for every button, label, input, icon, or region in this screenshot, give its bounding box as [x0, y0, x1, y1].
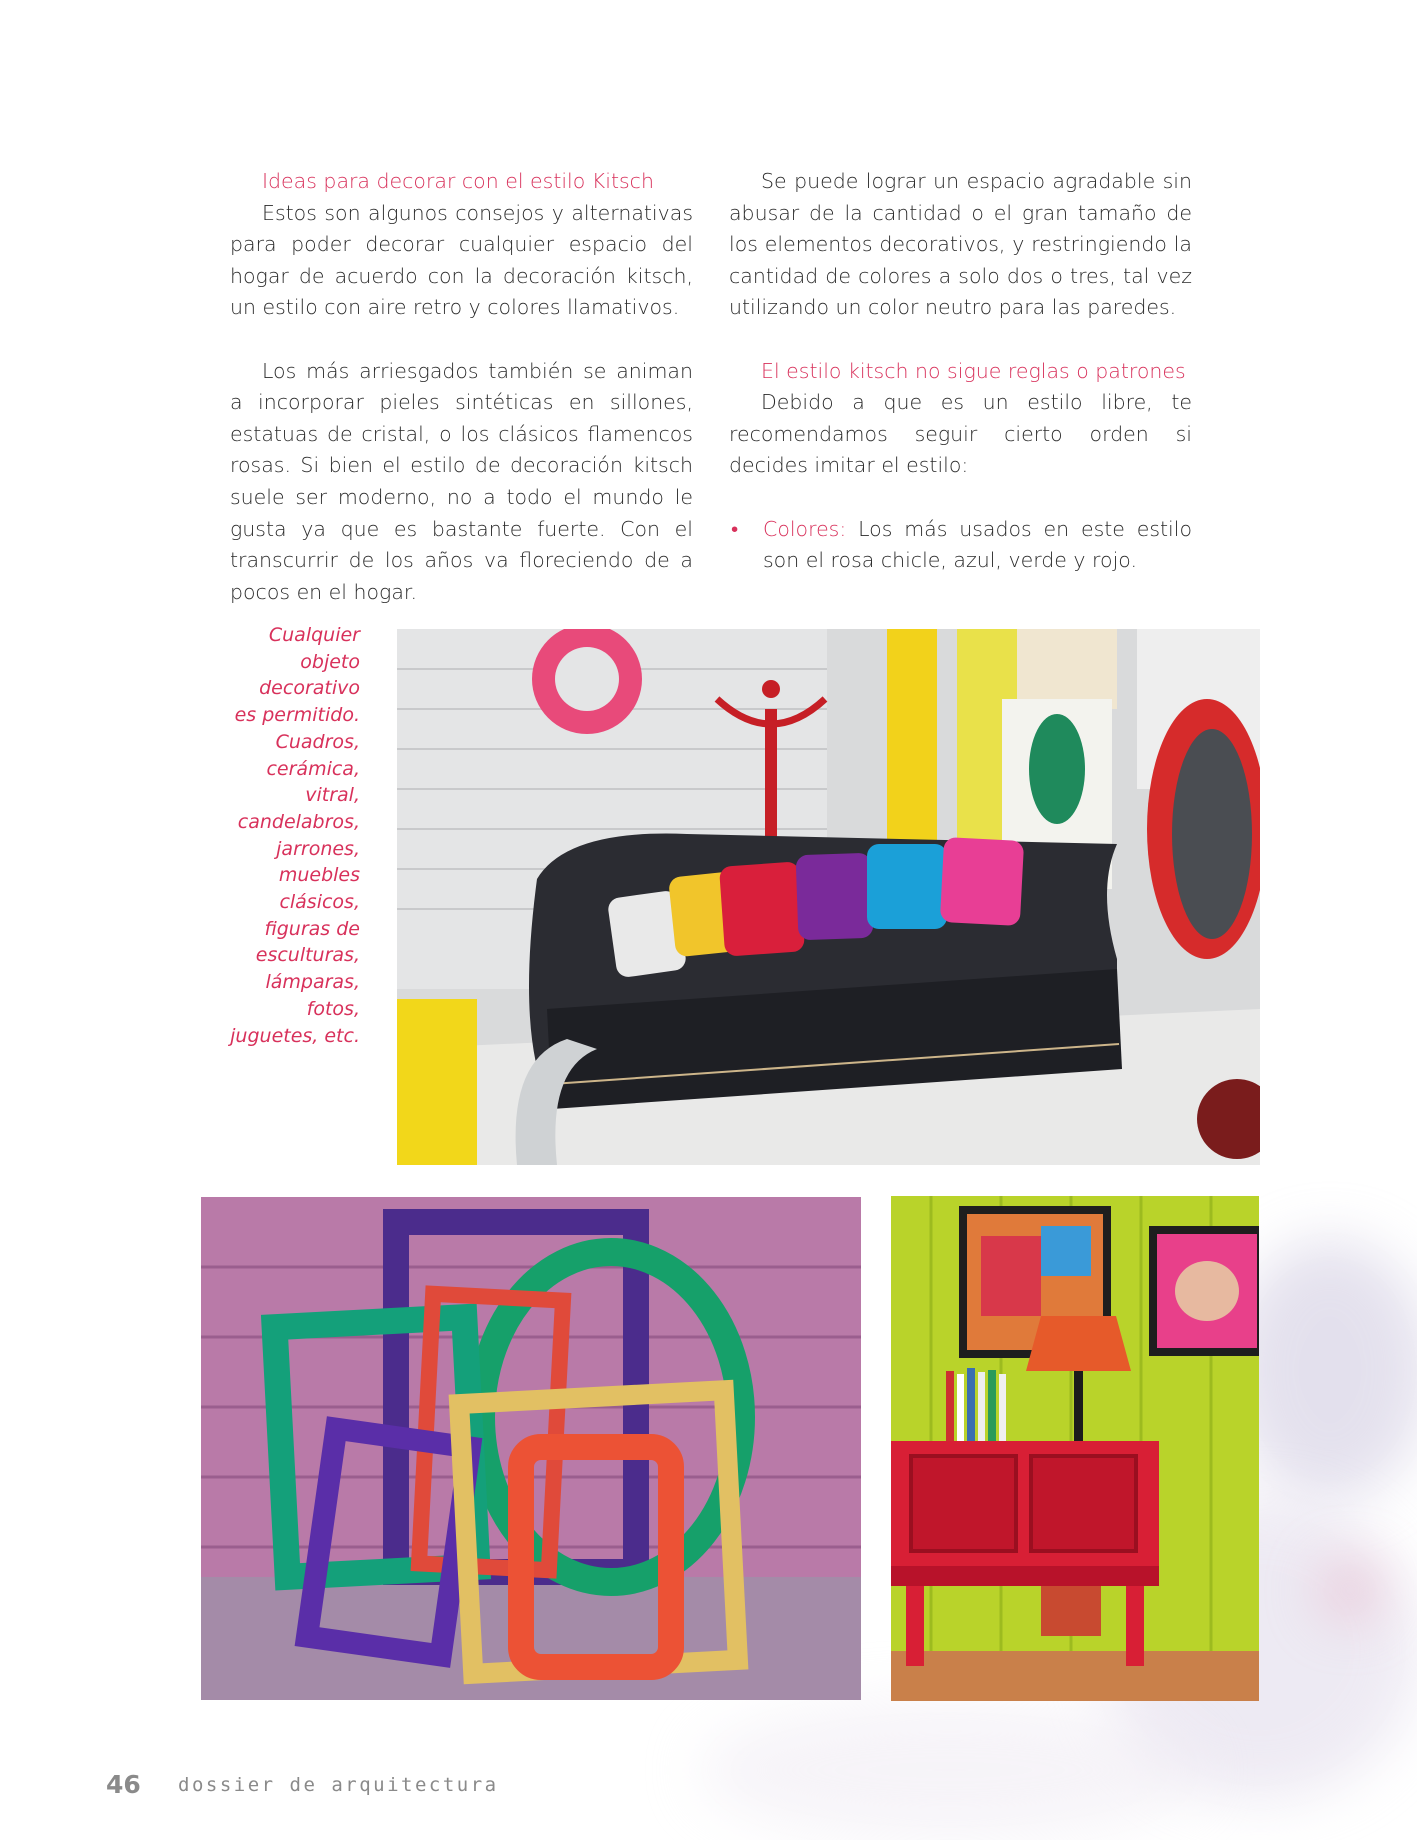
paragraph: Se puede lograr un espacio agradable sin abusar de la cantidad o el gran tamaño de los elementos decorativos, y restringiendo la cantidad de colores a solo dos o tres, tal vez utilizando un color neutro para las paredes.	[729, 169, 1192, 320]
paragraph: Estos son algunos consejos y alternativas para poder decorar cualquier espacio del hogar de acuerdo con la decoración kitsch, un estilo con aire retro y colores llamativos.	[230, 200, 693, 320]
photo-kitsch-living-room	[397, 629, 1260, 1165]
magazine-name: dossier de arquitectura	[178, 1774, 499, 1796]
watercolor-splash	[1320, 1560, 1380, 1620]
section-heading: El estilo kitsch no sigue reglas o patrones	[761, 358, 1186, 383]
right-column	[729, 166, 1192, 577]
list-item	[729, 514, 1192, 577]
bullet-text: Los más usados en este estilo son el rosa chicle, azul, verde y rojo.	[763, 516, 1192, 573]
bullet-label: Colores:	[763, 516, 847, 541]
paragraph: Debido a que es un estilo libre, te recomendamos seguir cierto orden si decides imitar el estilo:	[729, 390, 1192, 478]
watercolor-splash	[700, 1700, 1200, 1840]
photo-caption: Cualquier objeto decorativo es permitido. Cuadros, cerámica, vitral, candelabros, jarrones, muebles clásicos, figuras de esculturas, lámparas, fotos, juguetes, etc.	[230, 624, 360, 1047]
photo-colorful-frames	[201, 1197, 861, 1700]
left-column	[230, 166, 693, 608]
photo-red-cabinet	[891, 1196, 1259, 1701]
page-number: 46	[106, 1770, 141, 1799]
bullet-icon: •	[731, 516, 739, 541]
paragraph: Los más arriesgados también se animan a incorporar pieles sintéticas en sillones, estatuas de cristal, o los clásicos flamencos rosas. Si bien el estilo de decoración kitsch suele ser moderno, no a todo el mundo le gusta ya que es bastante fuerte. Con el transcurrir de los años va floreciendo de a pocos en el hogar.	[230, 358, 693, 604]
section-heading: Ideas para decorar con el estilo Kitsch	[262, 169, 654, 193]
